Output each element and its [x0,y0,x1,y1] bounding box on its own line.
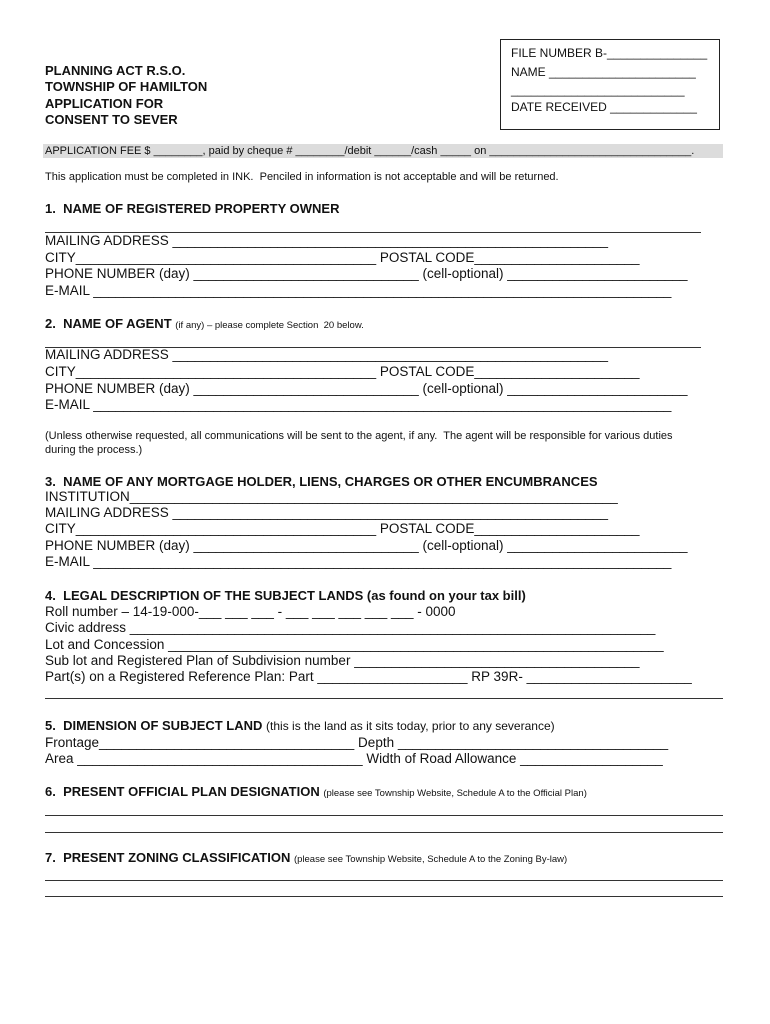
mortgage-email[interactable]: E-MAIL _____________________________________________________________________________ [45,554,672,569]
section-2-title-text: 2. NAME OF AGENT [45,316,172,331]
blank-field[interactable]: __________________________ [511,83,685,97]
owner-mailing-address[interactable]: MAILING ADDRESS __________________________________________________________ [45,233,608,248]
name-field[interactable]: NAME ______________________ [511,65,696,79]
section-4-title: 4. LEGAL DESCRIPTION OF THE SUBJECT LANDS (as found on your tax bill) [45,588,526,603]
owner-city-postal[interactable]: CITY________________________________________ POSTAL CODE______________________ [45,250,640,265]
section-7-title-text: 7. PRESENT ZONING CLASSIFICATION [45,850,291,865]
title-line-2: TOWNSHIP OF HAMILTON [45,79,208,94]
agent-note-line-1: (Unless otherwise requested, all communications will be sent to the agent, if any. The agent will be responsible for various duties [45,430,673,442]
sub-lot-registered-plan[interactable]: Sub lot and Registered Plan of Subdivision number ______________________________________ [45,653,640,668]
ink-note: This application must be completed in INK. Penciled in information is not acceptable and will be returned. [45,171,559,183]
application-fee-line[interactable]: APPLICATION FEE $ ________, paid by cheque # ________/debit ______/cash _____ on _________________________________. [45,145,695,157]
mortgage-institution[interactable]: INSTITUTION_________________________________________________________________ [45,489,618,504]
mortgage-phone[interactable]: PHONE NUMBER (day) ______________________________ (cell-optional) ________________________ [45,538,688,553]
title-line-3: APPLICATION FOR [45,96,164,111]
agent-mailing-address[interactable]: MAILING ADDRESS __________________________________________________________ [45,347,608,362]
section-2-title [45,316,364,331]
mortgage-mailing-address[interactable]: MAILING ADDRESS __________________________________________________________ [45,505,608,520]
reference-plan-parts[interactable]: Part(s) on a Registered Reference Plan: Part ____________________ RP 39R- ______________________ [45,669,692,684]
official-plan-line-1[interactable] [45,815,723,816]
date-received-field[interactable]: DATE RECEIVED _____________ [511,100,697,114]
zoning-line-2[interactable] [45,896,723,897]
section-6-title-text: 6. PRESENT OFFICIAL PLAN DESIGNATION [45,784,320,799]
section-2-subtitle: (if any) – please complete Section 20 below. [175,320,364,331]
official-plan-line-2[interactable] [45,832,723,833]
section-6-title [45,784,587,799]
file-number-field[interactable]: FILE NUMBER B-_______________ [511,46,708,60]
lot-and-concession[interactable]: Lot and Concession __________________________________________________________________ [45,637,664,652]
frontage-depth[interactable]: Frontage__________________________________ Depth ____________________________________ [45,735,669,750]
section-7-title [45,850,567,865]
civic-address[interactable]: Civic address ______________________________________________________________________ [45,620,656,635]
section-1-title: 1. NAME OF REGISTERED PROPERTY OWNER [45,201,340,216]
section-5-subtitle: (this is the land as it sits today, prior to any severance) [266,719,555,733]
agent-phone[interactable]: PHONE NUMBER (day) ______________________________ (cell-optional) ________________________ [45,381,688,396]
section-5-title [45,718,555,733]
section-3-title: 3. NAME OF ANY MORTGAGE HOLDER, LIENS, CHARGES OR OTHER ENCUMBRANCES [45,474,598,489]
section-5-title-text: 5. DIMENSION OF SUBJECT LAND [45,718,263,733]
mortgage-city-postal[interactable]: CITY________________________________________ POSTAL CODE______________________ [45,521,640,536]
roll-number[interactable]: Roll number – 14-19-000-___ ___ ___ - ___ ___ ___ ___ ___ - 0000 [45,604,456,619]
area-road-allowance[interactable]: Area ______________________________________ Width of Road Allowance ___________________ [45,751,663,766]
file-number-box [500,39,720,130]
agent-note-line-2: during the process.) [45,444,143,456]
agent-city-postal[interactable]: CITY________________________________________ POSTAL CODE______________________ [45,364,640,379]
owner-email[interactable]: E-MAIL _____________________________________________________________________________ [45,283,672,298]
section-6-subtitle: (please see Township Website, Schedule A to the Official Plan) [323,788,587,799]
section-7-subtitle: (please see Township Website, Schedule A to the Zoning By-law) [293,854,568,865]
title-line-4: CONSENT TO SEVER [45,112,178,127]
legal-description-extra-line[interactable] [45,698,723,699]
owner-phone[interactable]: PHONE NUMBER (day) ______________________________ (cell-optional) ________________________ [45,266,688,281]
title-line-1: PLANNING ACT R.S.O. [45,63,186,78]
agent-email[interactable]: E-MAIL _____________________________________________________________________________ [45,397,672,412]
zoning-line-1[interactable] [45,880,723,881]
